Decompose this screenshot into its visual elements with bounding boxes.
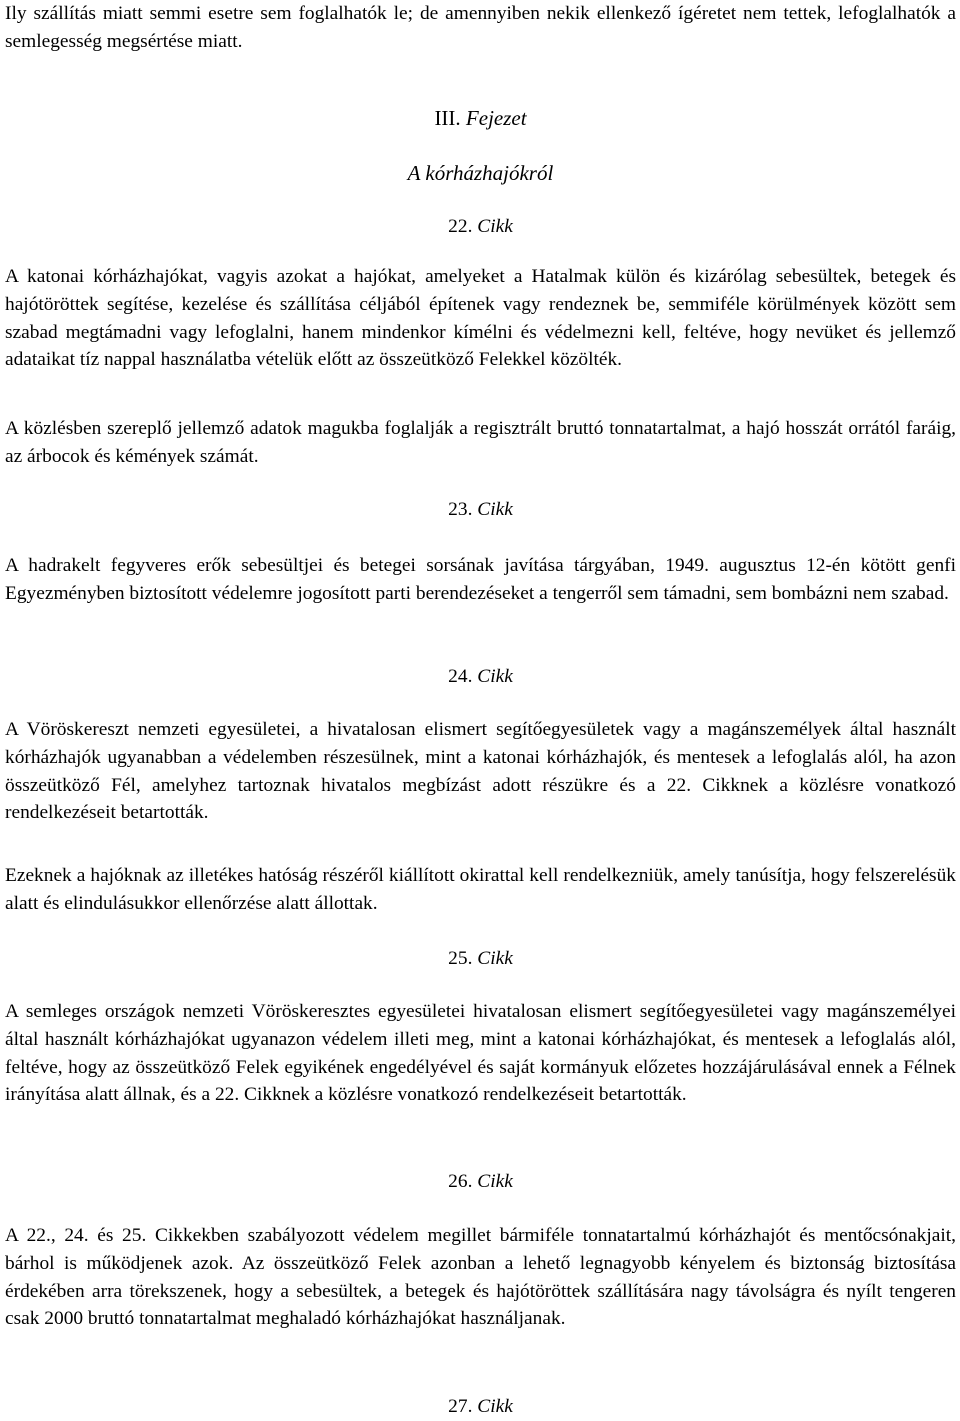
article-22-paragraph-2: A közlésben szereplő jellemző adatok magukba foglalják a regisztrált bruttó tonnatartalmat, a hajó hosszát orrától faráig, az árbocok és kémények számát. xyxy=(5,418,956,467)
article-22-paragraph-1: A katonai kórházhajókat, vagyis azokat a hajókat, amelyeket a Hatalmak külön és kizárólag sebesültek, betegek és hajótöröttek segítése, kezelése és szállítása céljából építenek vagy rendeznek be, semmiféle körülmények között sem szabad megtámadni vagy lefoglalni, hanem mindenkor kímélni és védelmezni kell, feltéve, hogy nevüket és jellemző adataikat tíz nappal használatba vételük előtt az összeütköző Felekkel közölték. xyxy=(5,266,956,371)
chapter-label: Fejezet xyxy=(465,106,527,130)
chapter-title: A kórházhajókról xyxy=(407,161,554,185)
article-heading-22 xyxy=(5,213,956,241)
article-24-paragraph-1: A Vöröskereszt nemzeti egyesületei, a hivatalosan elismert segítőegyesületek vagy a magánszemélyek által használt kórházhajók ugyanabban a védelemben részesülnek, mint a katonai kórházhajók, és mentesek a lefoglalás alól, ha azon összeütköző Fél, amelyhez tartoznak hivatalos megbízást adott részükre és a 22. Cikknek a közlésre vonatkozó rendelkezéseit betartották. xyxy=(5,719,956,824)
article-word: Cikk xyxy=(477,666,513,687)
article-word: Cikk xyxy=(477,1171,513,1192)
article-number: 22. xyxy=(448,216,473,237)
article-heading-23 xyxy=(5,496,956,524)
article-26-paragraph-1: A 22., 24. és 25. Cikkekben szabályozott védelem megillet bármiféle tonnatartalmú kórházhajót és mentőcsónakjait, bárhol is működjenek azok. Az összeütköző Felek azonban a lehető legnagyobb kényelem és biztonság biztosítása érdekében arra törekszenek, hogy a sebesültek, a betegek és hajótöröttek szállítására nagy távolságra és nyílt tengeren csak 2000 bruttó tonnatartalmat meghaladó kórházhajókat használjanak. xyxy=(5,1225,956,1330)
article-number: 26. xyxy=(448,1171,473,1192)
article-25-paragraph-1: A semleges országok nemzeti Vöröskeresztes egyesületei hivatalosan elismert segítőegyesületei vagy magánszemélyei által használt kórházhajókat ugyanazon védelem illeti meg, mint a katonai kórházhajókat, és mentesek a lefoglalás alól, feltéve, hogy az összeütköző Felek egyikének engedélyével és saját kormányuk előzetes hozzájárulásával ennek a Félnek irányítása alatt állnak, és a 22. Cikknek a közlésre vonatkozó rendelkezéseit betartották. xyxy=(5,1001,956,1106)
article-heading-24 xyxy=(5,663,956,691)
article-number: 27. xyxy=(448,1396,473,1417)
article-heading-26 xyxy=(5,1168,956,1196)
article-word: Cikk xyxy=(477,216,513,237)
article-heading-25 xyxy=(5,945,956,973)
chapter-heading xyxy=(5,104,956,132)
article-heading-27 xyxy=(5,1393,956,1421)
article-word: Cikk xyxy=(477,948,513,969)
article-number: 24. xyxy=(448,666,473,687)
article-23-paragraph-1: A hadrakelt fegyveres erők sebesültjei és betegei sorsának javítása tárgyában, 1949. augusztus 12-én kötött genfi Egyezményben biztosított védelemre jogosított parti berendezéseket a tengerről sem támadni, sem bombázni nem szabad. xyxy=(5,555,956,604)
article-word: Cikk xyxy=(477,499,513,520)
article-24-paragraph-2: Ezeknek a hajóknak az illetékes hatóság részéről kiállított okirattal kell rendelkezniük, amely tanúsítja, hogy felszerelésük alatt és elindulásukkor ellenőrzése alatt állottak. xyxy=(5,865,956,914)
chapter-number xyxy=(5,104,956,132)
intro-paragraph: Ily szállítás miatt semmi esetre sem foglalhatók le; de amennyiben nekik ellenkező ígéretet nem tettek, lefoglalhatók a semlegesség megsértése miatt. xyxy=(5,3,956,52)
article-word: Cikk xyxy=(477,1396,513,1417)
article-number: 25. xyxy=(448,948,473,969)
article-number: 23. xyxy=(448,499,473,520)
chapter-roman: III. xyxy=(434,106,461,130)
